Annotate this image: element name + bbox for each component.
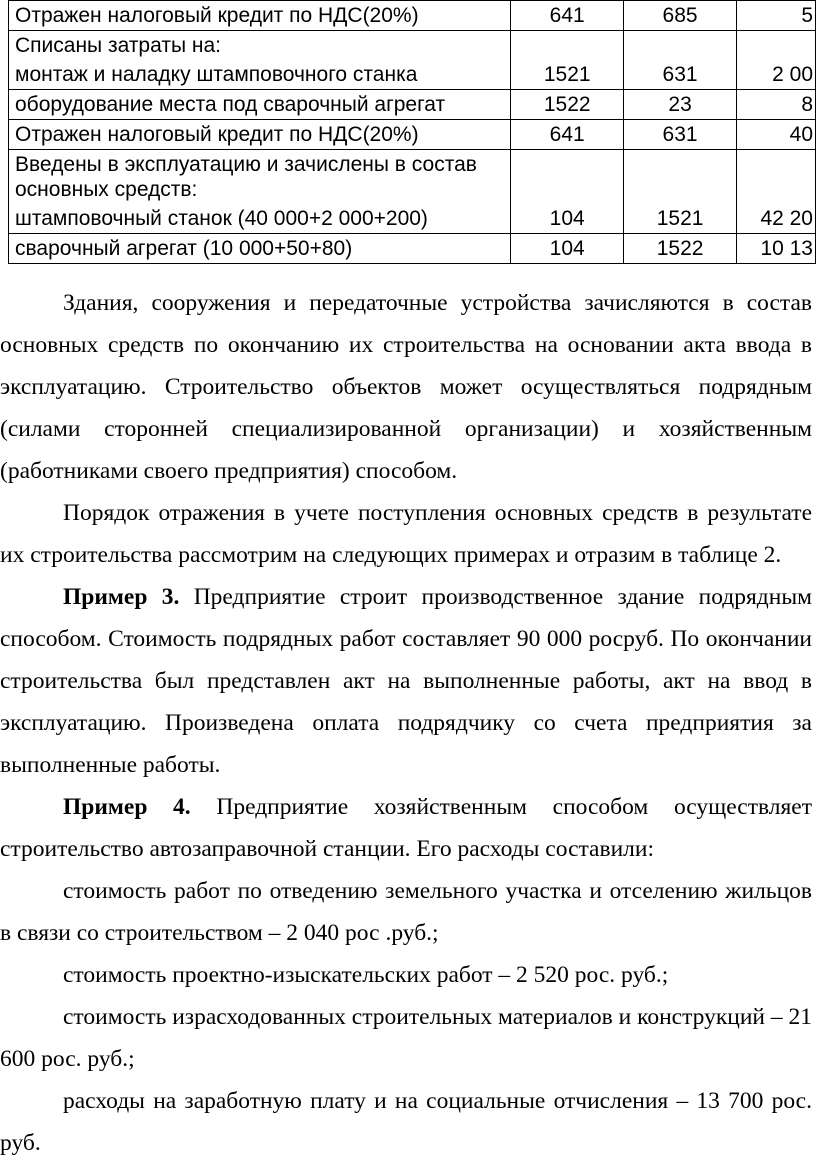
document-body [0,282,812,1164]
example-3-text: Предприятие строит производственное здание подрядным способом. Стоимость подрядных работ составляет 90 000 росруб. По окончании строительства был представлен акт на выполненные работы, акт на ввод в эксплуатацию. Произведена оплата подрядчику со счета предприятия за выполненные работы. [0,584,812,778]
table-row [9,1,816,31]
table-row [9,60,816,90]
accounting-entries-table [8,0,816,264]
cell-credit-account: 631 [624,120,737,150]
paragraph-example-3 [0,576,812,786]
table-row [9,234,816,264]
cell-credit-account [624,31,737,61]
table-body [9,1,816,264]
cell-description: Отражен налоговый кредит по НДС(20%) [9,120,511,150]
paragraph-wage-costs: расходы на заработную плату и на социальные отчисления – 13 700 рос. руб. [0,1088,812,1156]
example-4-label: Пример 4. [63,794,191,820]
table-row [9,120,816,150]
cell-description: монтаж и наладку штамповочного станка [9,60,511,90]
cell-credit-account: 631 [624,60,737,90]
cell-debit-account: 104 [511,234,624,264]
cell-credit-account: 1521 [624,204,737,234]
paragraph-procedure: Порядок отражения в учете поступления основных средств в результате их строительства рассмотрим на следующих примерах и отразим в таблице 2. [0,500,812,568]
cell-amount: 5 [737,1,816,31]
cell-credit-account: 685 [624,1,737,31]
example-4-text: Предприятие хозяйственным способом осуществляет строительство автозаправочной станции. Его расходы составили: [0,794,812,862]
paragraph-example-4 [0,786,812,870]
cell-credit-account: 1522 [624,234,737,264]
cell-debit-account: 1521 [511,60,624,90]
cell-credit-account [624,150,737,205]
cell-debit-account [511,31,624,61]
paragraph-design-costs: стоимость проектно-изыскательских работ – 2 520 рос. руб.; [63,962,669,988]
cell-description: оборудование места под сварочный агрегат [9,90,511,120]
cell-debit-account: 1522 [511,90,624,120]
cell-amount: 42 20 [737,204,816,234]
cell-amount [737,31,816,61]
table-row [9,204,816,234]
cell-description: Списаны затраты на: [9,31,511,61]
table-row [9,31,816,61]
example-3-label: Пример 3. [63,584,180,610]
cell-description: Введены в эксплуатацию и зачислены в состав основных средств: [9,150,511,205]
cell-description: сварочный агрегат (10 000+50+80) [9,234,511,264]
cell-amount: 8 [737,90,816,120]
cell-amount: 2 00 [737,60,816,90]
cell-debit-account: 641 [511,120,624,150]
table-row [9,90,816,120]
cell-debit-account: 104 [511,204,624,234]
cell-debit-account: 641 [511,1,624,31]
cell-description: Отражен налоговый кредит по НДС(20%) [9,1,511,31]
paragraph-land-costs: стоимость работ по отведению земельного участка и отселению жильцов в связи со строительством – 2 040 рос .руб.; [0,878,812,946]
cell-amount [737,150,816,205]
paragraph-materials-costs: стоимость израсходованных строительных материалов и конструкций – 21 600 рос. руб.; [0,1004,812,1072]
cell-credit-account: 23 [624,90,737,120]
cell-amount: 10 13 [737,234,816,264]
paragraph-buildings: Здания, сооружения и передаточные устройства зачисляются в состав основных средств по окончанию их строительства на основании акта ввода в эксплуатацию. Строительство объектов может осуществляться подрядным (силами сторонней специализированной организации) и хозяйственным (работниками своего предприятия) способом. [0,290,812,484]
cell-description: штамповочный станок (40 000+2 000+200) [9,204,511,234]
cell-debit-account [511,150,624,205]
table-row [9,150,816,205]
cell-amount: 40 [737,120,816,150]
